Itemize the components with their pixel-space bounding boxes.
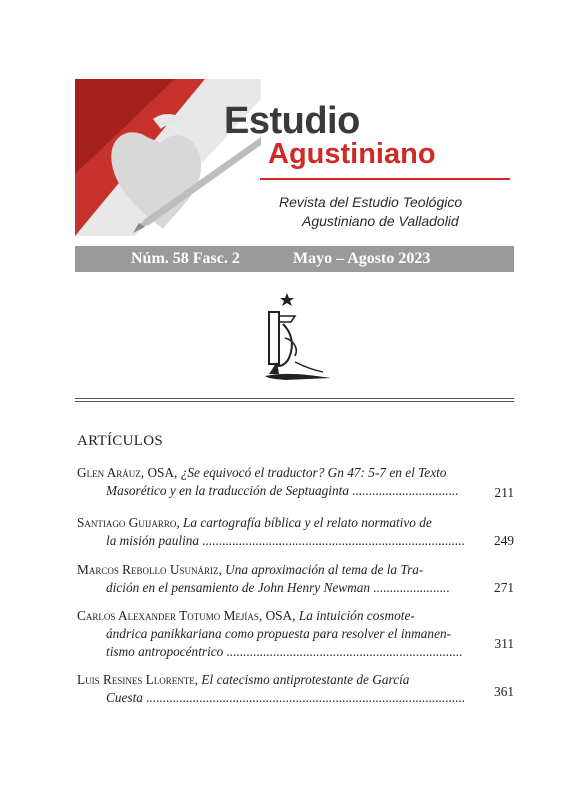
publisher-emblem-icon [255, 292, 335, 382]
toc-entry: Carlos Alexander Totumo Mejías, OSA, La intuición cosmote- ándrica panikkariana como propuesta para resolver el inmanen- tismo antropocéntrico ....................................................................... 311 [77, 608, 514, 659]
toc-entry: Santiago Guijarro, La cartografía bíblica y el relato normativo de la misión paulina ............................................................................... 249 [77, 515, 514, 548]
entry-title-continuation: dición en el pensamiento de John Henry Newman ....................... [106, 580, 450, 595]
entry-page: 311 [494, 636, 514, 651]
entry-title-continuation: la misión paulina ............................................................................... [106, 533, 466, 548]
entry-author: Luis Resines Llorente [77, 672, 195, 687]
journal-subtitle: Agustiniano [268, 138, 436, 170]
issue-date: Mayo – Agosto 2023 [293, 250, 431, 267]
entry-title: ¿Se equivocó el traductor? Gn 47: 5-7 en el Texto [180, 465, 447, 480]
entry-author: Santiago Guijarro [77, 515, 177, 530]
entry-title: El catecismo antiprotestante de García [201, 672, 410, 687]
entry-title: La cartografía bíblica y el relato normativo de [182, 515, 432, 530]
toc-entry: Luis Resines Llorente, El catecismo antiprotestante de García Cuesta ................................................................................................ 361 [77, 672, 514, 705]
entry-page: 211 [494, 485, 514, 500]
entry-author: Carlos Alexander Totumo Mejías, OSA [77, 608, 293, 623]
entry-title: Una aproximación al tema de la Tra- [225, 562, 424, 577]
entry-title-continuation: ándrica panikkariana como propuesta para resolver el inmanen- [106, 626, 452, 641]
entry-author: Marcos Rebollo Usunáriz [77, 562, 219, 577]
toc-entry: Marcos Rebollo Usunáriz, Una aproximación al tema de la Tra- dición en el pensamiento de John Henry Newman ....................... 271 [77, 562, 514, 595]
entry-page: 361 [494, 684, 514, 699]
section-heading: ARTÍCULOS [77, 433, 163, 449]
toc-entry: Glen Aráuz, OSA, ¿Se equivocó el traductor? Gn 47: 5-7 en el Texto Masorético y en la traducción de Septuaginta ................................ 211 [77, 465, 514, 500]
entry-page: 271 [494, 580, 514, 595]
entry-page: 249 [494, 533, 514, 548]
title-divider [260, 178, 510, 180]
journal-title: Estudio [224, 100, 360, 142]
journal-description-line2: Agustiniano de Valladolid [302, 213, 459, 229]
entry-title-continuation: tismo antropocéntrico ....................................................................... [106, 644, 463, 659]
issue-bar [75, 246, 514, 272]
entry-title-continuation: Cuesta ................................................................................................ [106, 690, 466, 705]
entry-title: La intuición cosmote- [298, 608, 415, 623]
issue-number: Núm. 58 Fasc. 2 [131, 250, 240, 267]
entry-title-continuation: Masorético y en la traducción de Septuaginta ................................ [106, 483, 459, 498]
entry-author: Glen Aráuz, OSA [77, 465, 175, 480]
journal-description-line1: Revista del Estudio Teológico [279, 194, 463, 210]
divider-bottom [75, 401, 514, 402]
divider-top [75, 398, 514, 399]
